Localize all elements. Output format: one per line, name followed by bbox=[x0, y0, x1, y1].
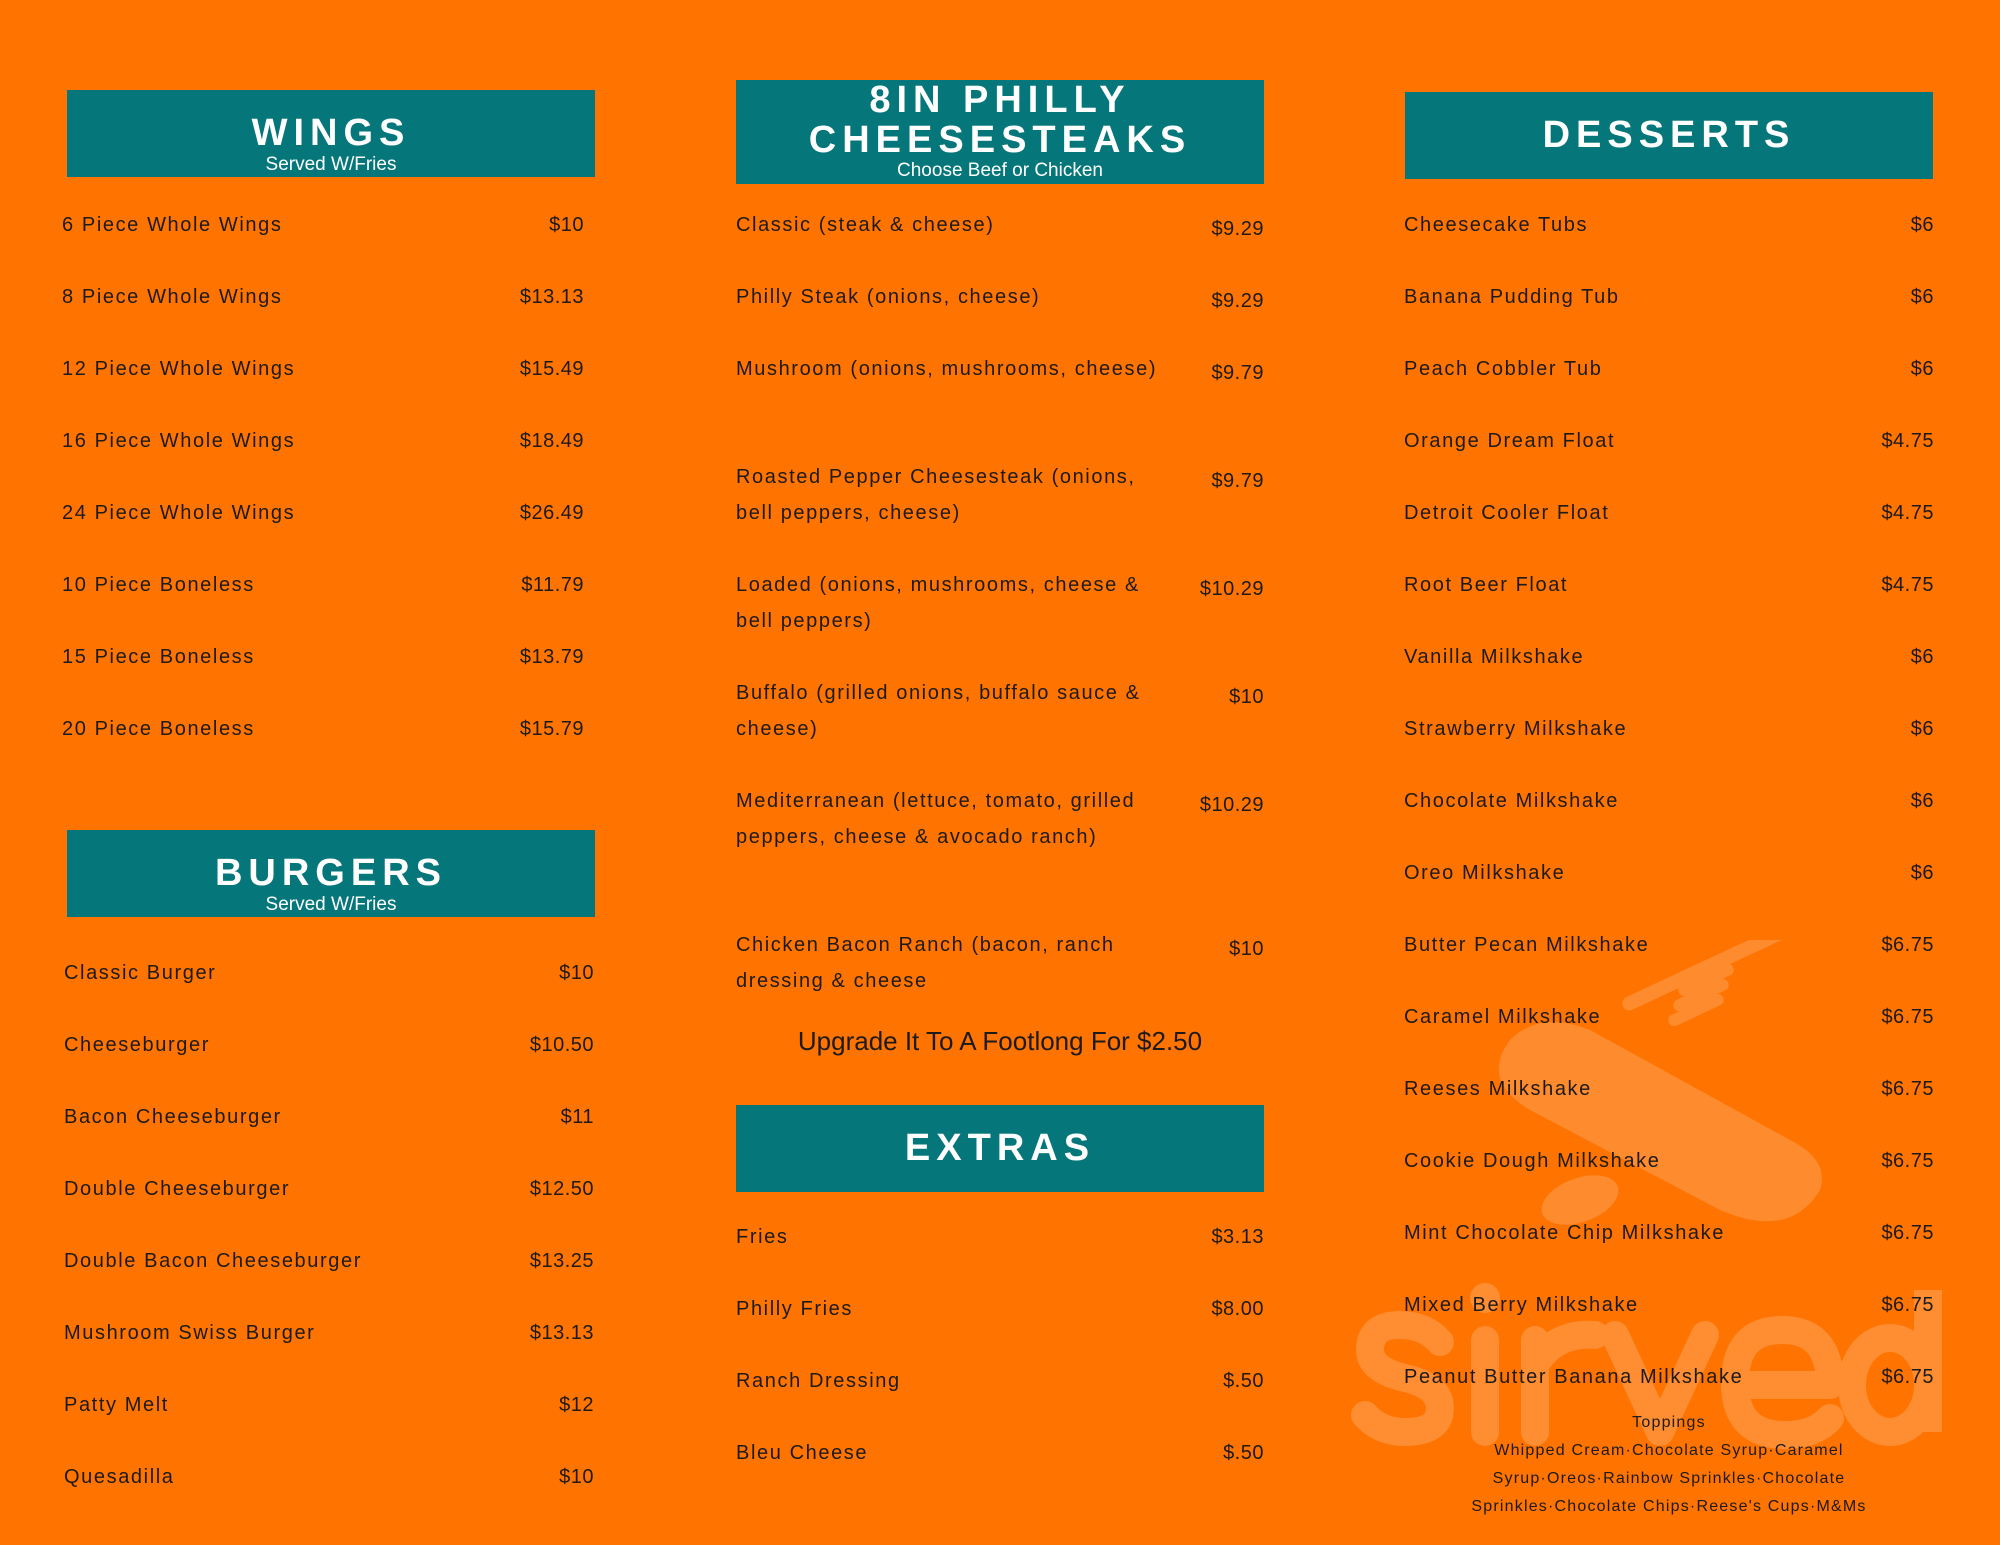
menu-item-name: Buffalo (grilled onions, buffalo sauce & cheese) bbox=[736, 682, 1141, 740]
menu-item-price: $13.13 bbox=[529, 1322, 594, 1344]
menu-item-name: Peanut Butter Banana Milkshake bbox=[1404, 1366, 1744, 1388]
menu-item-name: 12 Piece Whole Wings bbox=[62, 358, 296, 380]
menu-item-price: $6 bbox=[1910, 646, 1934, 668]
menu-item-price: $6.75 bbox=[1881, 1078, 1934, 1100]
menu-item-name: Detroit Cooler Float bbox=[1404, 502, 1610, 524]
wings-header bbox=[67, 90, 595, 177]
extras-title: EXTRAS bbox=[904, 1127, 1096, 1169]
menu-item-price: $6 bbox=[1910, 286, 1934, 308]
burgers-header bbox=[67, 830, 595, 917]
menu-item-price: $6.75 bbox=[1881, 1150, 1934, 1172]
cheesesteaks-title-1: 8IN PHILLY bbox=[869, 79, 1131, 121]
extras-header bbox=[736, 1105, 1264, 1192]
menu-item-name: Butter Pecan Milkshake bbox=[1404, 934, 1650, 956]
menu-item-name: Cheeseburger bbox=[64, 1034, 210, 1056]
menu-item-price: $10.50 bbox=[529, 1034, 594, 1056]
menu-item-name: Mediterranean (lettuce, tomato, grilled peppers, cheese & avocado ranch) bbox=[736, 790, 1136, 848]
menu-item-price: $4.75 bbox=[1881, 574, 1934, 596]
menu-item-name: Bacon Cheeseburger bbox=[64, 1106, 282, 1128]
burgers-subtitle: Served W/Fries bbox=[265, 894, 397, 915]
menu-item-name: 20 Piece Boneless bbox=[62, 718, 255, 740]
menu-item-name: Oreo Milkshake bbox=[1404, 862, 1566, 884]
menu-item-price: $9.79 bbox=[1211, 362, 1264, 384]
menu-item-price: $13.13 bbox=[519, 286, 584, 308]
menu-item-name: Reeses Milkshake bbox=[1404, 1078, 1592, 1100]
menu-item-price: $11 bbox=[560, 1106, 594, 1128]
menu-item-price: $8.00 bbox=[1211, 1298, 1264, 1320]
menu-item-name: Classic (steak & cheese) bbox=[736, 214, 995, 236]
desserts-title: DESSERTS bbox=[1542, 114, 1796, 156]
toppings-line: Syrup·Oreos·Rainbow Sprinkles·Chocolate bbox=[1492, 1470, 1846, 1487]
menu-item-name: 24 Piece Whole Wings bbox=[62, 502, 296, 524]
menu-item-price: $26.49 bbox=[519, 502, 584, 524]
menu-item-name: Double Cheeseburger bbox=[64, 1178, 291, 1200]
menu-item-price: $10 bbox=[559, 1466, 594, 1488]
menu-item-name: Patty Melt bbox=[64, 1394, 169, 1416]
menu-item-price: $13.79 bbox=[519, 646, 584, 668]
cheesesteaks-header bbox=[736, 80, 1264, 184]
menu-item-name: 8 Piece Whole Wings bbox=[62, 286, 283, 308]
menu-item-name: Chicken Bacon Ranch (bacon, ranch dressing & cheese bbox=[736, 934, 1115, 992]
menu-item-price: $12 bbox=[559, 1394, 594, 1416]
menu-item-name: 15 Piece Boneless bbox=[62, 646, 255, 668]
menu-item-price: $9.29 bbox=[1211, 218, 1264, 240]
menu-item-price: $10 bbox=[549, 214, 584, 236]
menu-item-name: Bleu Cheese bbox=[736, 1442, 869, 1464]
toppings-line: Sprinkles·Chocolate Chips·Reese's Cups·M&Ms bbox=[1471, 1498, 1867, 1515]
menu-item-name: 16 Piece Whole Wings bbox=[62, 430, 296, 452]
cheesesteaks-title-2: CHEESESTEAKS bbox=[808, 119, 1192, 161]
menu-item-name: Peach Cobbler Tub bbox=[1404, 358, 1603, 380]
menu-item-name: Ranch Dressing bbox=[736, 1370, 901, 1392]
menu-item-price: $12.50 bbox=[529, 1178, 594, 1200]
footlong-upgrade-note: Upgrade It To A Footlong For $2.50 bbox=[797, 1026, 1203, 1056]
menu-item-price: $3.13 bbox=[1211, 1226, 1264, 1248]
menu-item-price: $10.29 bbox=[1199, 578, 1264, 600]
menu-item-price: $11.79 bbox=[521, 574, 584, 596]
menu-item-name: Cheesecake Tubs bbox=[1404, 214, 1589, 236]
menu-item-price: $10 bbox=[559, 962, 594, 984]
menu-item-price: $6 bbox=[1910, 862, 1934, 884]
menu-item-price: $18.49 bbox=[519, 430, 584, 452]
menu-item-price: $10 bbox=[1229, 938, 1264, 960]
menu-item-price: $6.75 bbox=[1881, 1006, 1934, 1028]
menu-item-name: Caramel Milkshake bbox=[1404, 1006, 1602, 1028]
menu-item-price: $4.75 bbox=[1881, 430, 1934, 452]
menu-item-name: Orange Dream Float bbox=[1404, 430, 1616, 452]
menu-item-name: Fries bbox=[736, 1226, 789, 1248]
menu-item-name: Quesadilla bbox=[64, 1466, 175, 1488]
desserts-header bbox=[1405, 92, 1933, 179]
menu-item-price: $6.75 bbox=[1881, 1366, 1934, 1388]
menu-item-name: Mint Chocolate Chip Milkshake bbox=[1404, 1222, 1725, 1244]
menu-item-price: $6 bbox=[1910, 718, 1934, 740]
menu-item-price: $4.75 bbox=[1881, 502, 1934, 524]
menu-item-price: $13.25 bbox=[529, 1250, 594, 1272]
wings-subtitle: Served W/Fries bbox=[265, 154, 397, 175]
menu-item-name: Mushroom (onions, mushrooms, cheese) bbox=[736, 358, 1158, 380]
menu-item-price: $6 bbox=[1910, 214, 1934, 236]
menu-item-name: Mixed Berry Milkshake bbox=[1404, 1294, 1639, 1316]
menu-item-price: $10.29 bbox=[1199, 794, 1264, 816]
menu-item-price: $15.79 bbox=[519, 718, 584, 740]
menu-item-name: 10 Piece Boneless bbox=[62, 574, 255, 596]
menu-item-price: $.50 bbox=[1223, 1442, 1264, 1464]
menu-item-name: Cookie Dough Milkshake bbox=[1404, 1150, 1661, 1172]
cheesesteaks-subtitle: Choose Beef or Chicken bbox=[897, 160, 1103, 181]
menu-item-price: $6 bbox=[1910, 358, 1934, 380]
menu-item-name: Philly Fries bbox=[736, 1298, 853, 1320]
menu-item-price: $15.49 bbox=[519, 358, 584, 380]
menu-item-name: Banana Pudding Tub bbox=[1404, 286, 1620, 308]
menu-item-name: 6 Piece Whole Wings bbox=[62, 214, 283, 236]
menu-item-name: Loaded (onions, mushrooms, cheese & bell peppers) bbox=[736, 574, 1140, 632]
toppings-title: Toppings bbox=[1632, 1414, 1706, 1431]
menu-item-name: Roasted Pepper Cheesesteak (onions, bell peppers, cheese) bbox=[736, 466, 1136, 524]
menu-item-name: Vanilla Milkshake bbox=[1404, 646, 1585, 668]
menu-item-price: $9.79 bbox=[1211, 470, 1264, 492]
menu-item-price: $6.75 bbox=[1881, 934, 1934, 956]
menu-item-name: Classic Burger bbox=[64, 962, 217, 984]
menu-item-name: Strawberry Milkshake bbox=[1404, 718, 1628, 740]
menu-item-price: $6.75 bbox=[1881, 1222, 1934, 1244]
menu-item-price: $10 bbox=[1229, 686, 1264, 708]
menu-item-name: Philly Steak (onions, cheese) bbox=[736, 286, 1041, 308]
menu-item-name: Chocolate Milkshake bbox=[1404, 790, 1619, 812]
burgers-title: BURGERS bbox=[214, 852, 448, 894]
menu-item-price: $6.75 bbox=[1881, 1294, 1934, 1316]
menu-item-price: $9.29 bbox=[1211, 290, 1264, 312]
menu-item-price: $6 bbox=[1910, 790, 1934, 812]
menu-item-name: Mushroom Swiss Burger bbox=[64, 1322, 316, 1344]
menu-item-name: Root Beer Float bbox=[1404, 574, 1569, 596]
wings-title: WINGS bbox=[251, 112, 411, 154]
toppings-line: Whipped Cream·Chocolate Syrup·Caramel bbox=[1494, 1442, 1844, 1459]
menu-item-name: Double Bacon Cheeseburger bbox=[64, 1250, 362, 1272]
menu-item-price: $.50 bbox=[1223, 1370, 1264, 1392]
